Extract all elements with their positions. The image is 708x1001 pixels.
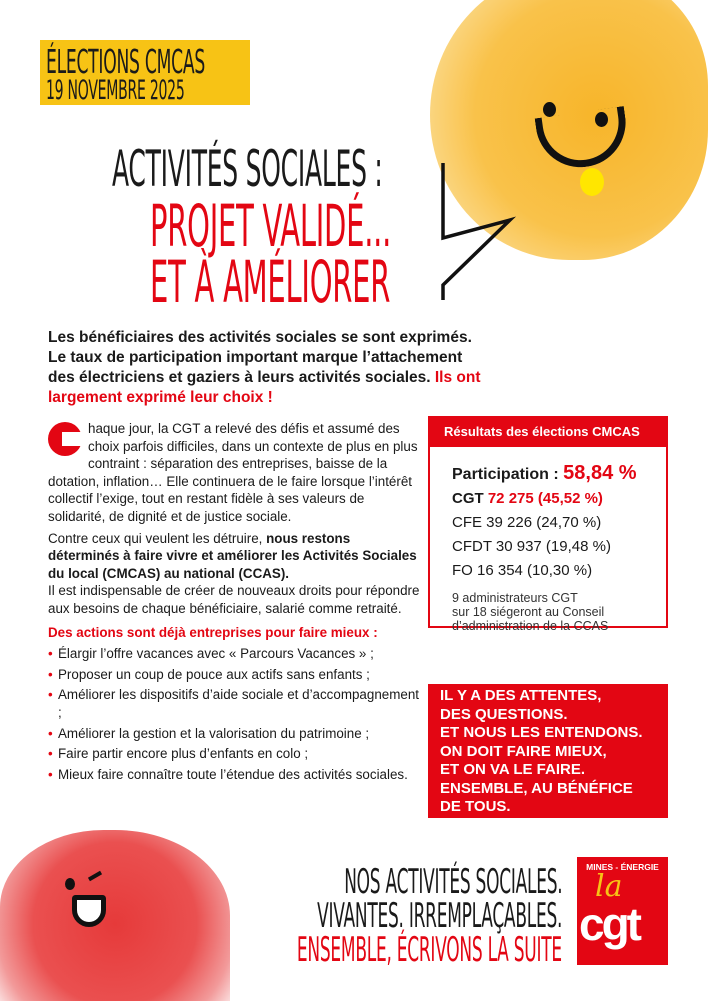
- slogan: [297, 862, 562, 970]
- callout-line: ENSEMBLE, AU BÉNÉFICE: [440, 779, 633, 797]
- callout-line: ON DOIT FAIRE MIEUX,: [440, 742, 607, 760]
- title-line-3: ET À AMÉLIORER: [150, 248, 391, 316]
- actions-list: [48, 645, 423, 783]
- results-note: [452, 591, 666, 633]
- callout-line: ET ON VA LE FAIRE.: [440, 761, 586, 778]
- election-date: 19 NOVEMBRE 2025: [46, 75, 185, 106]
- results-box: [428, 416, 668, 633]
- list-item: • Mieux faire connaître toute l’étendue des activités sociales.: [48, 766, 423, 784]
- fo-result: FO 16 354 (10,30 %): [452, 562, 593, 579]
- cgt-logo: [577, 857, 668, 965]
- cgt-label: CGT: [452, 490, 484, 507]
- results-title: Résultats des élections CMCAS: [430, 418, 666, 447]
- logo-la: la: [595, 869, 623, 904]
- list-item: • Proposer un coup de pouce aux actifs sans enfants ;: [48, 666, 423, 684]
- callout-box: [428, 684, 668, 818]
- body-text: [48, 420, 423, 786]
- note-line: sur 18 siégeront au Conseil: [452, 605, 605, 619]
- sun-mouth: [535, 106, 632, 173]
- lead-paragraph: [48, 328, 488, 408]
- list-item: • Faire partir encore plus d’enfants en colo ;: [48, 745, 423, 763]
- logo-top-text: MINES - ÉNERGIE: [586, 862, 659, 872]
- lead-text: Les bénéficiaires des activités sociales se sont exprimés. Le taux de participation important marque l’attachement des électriciens et gaziers à leurs activités sociales.: [48, 329, 472, 386]
- title-line-1: ACTIVITÉS SOCIALES :: [112, 140, 383, 198]
- election-title: ÉLECTIONS CMCAS: [46, 42, 205, 81]
- title-line-2: PROJET VALIDÉ...: [150, 192, 392, 260]
- callout-line: DES QUESTIONS.: [440, 705, 568, 723]
- logo-cgt: cgt: [579, 898, 639, 950]
- election-date-tag: [40, 40, 250, 105]
- list-item: • Améliorer les dispositifs d’aide sociale et d’accompagnement ;: [48, 686, 423, 721]
- list-item: • Élargir l’offre vacances avec « Parcours Vacances » ;: [48, 645, 423, 663]
- lead-highlight: Ils ont largement exprimé leur choix !: [48, 369, 481, 406]
- winking-face-illustration: [0, 830, 230, 1001]
- paragraph-2: Contre ceux qui veulent les détruire,: [48, 530, 267, 546]
- cfe-result: CFE 39 226 (24,70 %): [452, 514, 602, 531]
- participation-value: 58,84 %: [563, 462, 637, 484]
- dropcap-c-icon: [48, 422, 82, 456]
- cgt-value: 72 275 (45,52 %): [487, 490, 603, 507]
- paragraph-3: Il est indispensable de créer de nouveaux droits pour répondre aux besoins de chaque bénéficiaire, salarié comme retraité.: [48, 583, 420, 616]
- list-item: • Améliorer la gestion et la valorisation du patrimoine ;: [48, 725, 423, 743]
- actions-title: Des actions sont déjà entreprises pour faire mieux :: [48, 624, 378, 640]
- face-wink: [88, 871, 102, 881]
- note-line: 9 administrateurs CGT: [452, 591, 578, 605]
- face-eye: [65, 878, 75, 890]
- callout-line: IL Y A DES ATTENTES,: [440, 687, 602, 704]
- callout-line: DE TOUS.: [440, 798, 511, 815]
- callout-line: ET NOUS LES ENTENDONS.: [440, 724, 643, 741]
- participation-label: Participation :: [452, 466, 559, 483]
- sun-tongue: [580, 168, 604, 196]
- paragraph-2-bold: nous restons déterminés à faire vivre et améliorer les Activités Sociales du local (CMCAS) au national (CCAS).: [48, 530, 417, 581]
- paragraph-1: haque jour, la CGT a relevé des défis et assumé des choix parfois difficiles, dans un contexte de plus en plus contraint : séparation des entreprises, baisse de la dotation, inflation… Elle continuera de le faire lorsque l’intérêt collectif l’exige, tout en restant fidèle à ses valeurs de solidarité, de dignité et de justice sociale.: [48, 421, 418, 524]
- note-line: d’administration de la CCAS: [452, 619, 609, 633]
- face-mouth: [72, 895, 106, 927]
- slogan-line-3: ENSEMBLE, ÉCRIVONS LA SUITE: [297, 930, 562, 970]
- slogan-line-1: NOS ACTIVITÉS SOCIALES.: [343, 862, 562, 902]
- slogan-line-2: VIVANTES. IRREMPLAÇABLES.: [316, 896, 562, 936]
- cfdt-result: CFDT 30 937 (19,48 %): [452, 538, 611, 555]
- page-title: [112, 140, 432, 316]
- speech-pointer-icon: [440, 160, 520, 300]
